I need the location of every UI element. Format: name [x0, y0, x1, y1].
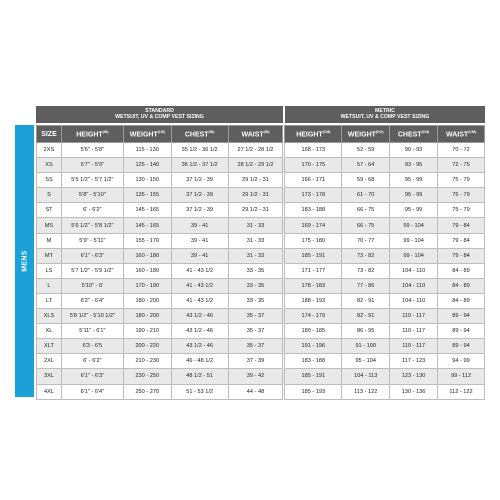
col-height-in: $HEIGHT^{(IN)}$ — [61, 126, 123, 143]
cell-height-in: 5'8 1/2" - 5'10 1/2" — [61, 309, 123, 324]
table-row — [37, 218, 485, 233]
cell-size: XLS — [37, 309, 62, 324]
cell-height-cm: 188 - 193 — [285, 293, 342, 308]
cell-weight-kg: 52 - 59 — [342, 143, 390, 158]
cell-height-cm: 170 - 175 — [285, 158, 342, 173]
col-waist-in: $WAIST^{(IN)}$ — [228, 126, 283, 143]
cell-height-cm: 180 - 185 — [285, 324, 342, 339]
table-row — [37, 158, 485, 173]
cell-waist-in: 29 1/2 - 31 — [228, 173, 283, 188]
cell-waist-cm: 89 - 94 — [438, 339, 485, 354]
cell-height-cm: 178 - 183 — [285, 278, 342, 293]
cell-weight-kg: 77 - 86 — [342, 278, 390, 293]
cell-chest-in: 37 1/2 - 39 — [171, 203, 228, 218]
section-side-bar — [15, 125, 34, 397]
cell-weight-lb: 160 - 180 — [123, 263, 171, 278]
cell-waist-cm: 99 - 112 — [438, 369, 485, 384]
cell-height-cm: 166 - 171 — [285, 173, 342, 188]
col-height-cm: $HEIGHT^{(CM)}$ — [285, 126, 342, 143]
cell-waist-cm: 70 - 72 — [438, 143, 485, 158]
cell-waist-in: 35 - 37 — [228, 324, 283, 339]
cell-waist-in: 28 1/2 - 29 1/2 — [228, 158, 283, 173]
cell-height-cm: 173 - 178 — [285, 188, 342, 203]
table-row — [37, 354, 485, 369]
cell-waist-in: 44 - 48 — [228, 384, 283, 399]
table-row — [37, 384, 485, 399]
cell-weight-kg: 104 - 113 — [342, 369, 390, 384]
cell-waist-in: 29 1/2 - 31 — [228, 188, 283, 203]
cell-height-in: 6'1" - 6'3" — [61, 248, 123, 263]
cell-height-cm: 185 - 191 — [285, 369, 342, 384]
cell-weight-lb: 145 - 165 — [123, 218, 171, 233]
cell-height-in: 5'11" - 6'1" — [61, 324, 123, 339]
table-row — [37, 263, 485, 278]
table-row — [37, 339, 485, 354]
cell-chest-cm: 99 - 104 — [390, 233, 438, 248]
col-chest-in: $CHEST^{(IN)}$ — [171, 126, 228, 143]
cell-height-cm: 183 - 188 — [285, 354, 342, 369]
cell-height-cm: 168 - 173 — [285, 143, 342, 158]
cell-height-cm: 169 - 174 — [285, 218, 342, 233]
cell-size: S — [37, 188, 62, 203]
table-body — [37, 143, 485, 400]
cell-height-in: 5'7" - 5'9" — [61, 158, 123, 173]
cell-waist-in: 31 - 33 — [228, 233, 283, 248]
cell-waist-cm: 79 - 84 — [438, 233, 485, 248]
cell-weight-kg: 86 - 95 — [342, 324, 390, 339]
cell-weight-kg: 113 - 122 — [342, 384, 390, 399]
cell-height-in: 6'2" - 6'4" — [61, 293, 123, 308]
cell-weight-lb: 180 - 200 — [123, 309, 171, 324]
cell-chest-in: 37 1/2 - 39 — [171, 188, 228, 203]
table-row — [37, 188, 485, 203]
cell-chest-cm: 110 - 117 — [390, 309, 438, 324]
cell-height-in: 5'7 1/2" - 5'9 1/2" — [61, 263, 123, 278]
cell-height-cm: 185 - 193 — [285, 384, 342, 399]
cell-waist-in: 33 - 35 — [228, 278, 283, 293]
cell-waist-in: 31 - 33 — [228, 248, 283, 263]
cell-waist-in: 33 - 35 — [228, 293, 283, 308]
cell-chest-in: 41 - 43 1/2 — [171, 263, 228, 278]
header-bands — [36, 106, 485, 123]
cell-height-in: 5'6" - 5'8" — [61, 143, 123, 158]
cell-chest-in: 36 1/2 - 37 1/2 — [171, 158, 228, 173]
cell-waist-in: 35 - 37 — [228, 309, 283, 324]
cell-waist-in: 29 1/2 - 31 — [228, 203, 283, 218]
cell-chest-in: 43 1/2 - 46 — [171, 324, 228, 339]
cell-waist-cm: 84 - 89 — [438, 293, 485, 308]
cell-weight-kg: 73 - 82 — [342, 248, 390, 263]
cell-waist-cm: 79 - 84 — [438, 218, 485, 233]
cell-height-cm: 174 - 179 — [285, 309, 342, 324]
table-row — [37, 203, 485, 218]
cell-chest-cm: 110 - 117 — [390, 324, 438, 339]
cell-chest-cm: 95 - 99 — [390, 188, 438, 203]
standard-band-title: STANDARD — [145, 108, 174, 114]
cell-chest-cm: 110 - 117 — [390, 339, 438, 354]
cell-weight-kg: 82 - 91 — [342, 293, 390, 308]
cell-size: 2XS — [37, 143, 62, 158]
cell-chest-cm: 93 - 95 — [390, 158, 438, 173]
cell-chest-cm: 99 - 104 — [390, 248, 438, 263]
cell-chest-in: 35 1/2 - 36 1/2 — [171, 143, 228, 158]
cell-weight-lb: 155 - 170 — [123, 233, 171, 248]
cell-chest-cm: 95 - 99 — [390, 203, 438, 218]
cell-waist-in: 33 - 35 — [228, 263, 283, 278]
cell-weight-kg: 95 - 104 — [342, 354, 390, 369]
cell-weight-kg: 66 - 75 — [342, 218, 390, 233]
cell-height-in: 6'1" - 6'3" — [61, 369, 123, 384]
cell-weight-lb: 230 - 250 — [123, 369, 171, 384]
cell-weight-lb: 180 - 200 — [123, 293, 171, 308]
col-size: SIZE — [37, 126, 62, 143]
cell-chest-in: 39 - 41 — [171, 233, 228, 248]
col-weight-lb: $WEIGHT^{(LB)}$ — [123, 126, 171, 143]
cell-size: L — [37, 278, 62, 293]
table-row — [37, 324, 485, 339]
cell-chest-in: 41 - 43 1/2 — [171, 293, 228, 308]
cell-size: M — [37, 233, 62, 248]
cell-weight-lb: 130 - 150 — [123, 173, 171, 188]
cell-size: 2XL — [37, 354, 62, 369]
cell-size: 4XL — [37, 384, 62, 399]
cell-weight-lb: 145 - 165 — [123, 203, 171, 218]
cell-weight-kg: 66 - 75 — [342, 203, 390, 218]
cell-height-in: 5'10" - 6' — [61, 278, 123, 293]
cell-waist-cm: 89 - 94 — [438, 309, 485, 324]
cell-size: MT — [37, 248, 62, 263]
cell-weight-lb: 160 - 180 — [123, 248, 171, 263]
cell-size: LT — [37, 293, 62, 308]
cell-weight-kg: 82 - 91 — [342, 309, 390, 324]
cell-height-cm: 191 - 196 — [285, 339, 342, 354]
cell-weight-lb: 135 - 155 — [123, 188, 171, 203]
cell-weight-lb: 115 - 130 — [123, 143, 171, 158]
cell-waist-in: 27 1/2 - 28 1/2 — [228, 143, 283, 158]
cell-waist-cm: 112 - 122 — [438, 384, 485, 399]
size-table — [36, 125, 485, 400]
cell-size: SS — [37, 173, 62, 188]
cell-waist-cm: 94 - 99 — [438, 354, 485, 369]
cell-chest-cm: 104 - 110 — [390, 278, 438, 293]
cell-weight-kg: 57 - 64 — [342, 158, 390, 173]
cell-height-in: 6'1" - 6'4" — [61, 384, 123, 399]
cell-chest-cm: 104 - 110 — [390, 263, 438, 278]
cell-chest-cm: 130 - 136 — [390, 384, 438, 399]
cell-weight-kg: 70 - 77 — [342, 233, 390, 248]
cell-waist-in: 31 - 33 — [228, 218, 283, 233]
cell-chest-cm: 99 - 104 — [390, 218, 438, 233]
cell-waist-cm: 79 - 84 — [438, 248, 485, 263]
cell-weight-lb: 210 - 230 — [123, 354, 171, 369]
cell-height-cm: 175 - 180 — [285, 233, 342, 248]
cell-chest-in: 43 1/2 - 46 — [171, 309, 228, 324]
cell-size: ST — [37, 203, 62, 218]
cell-waist-in: 37 - 39 — [228, 354, 283, 369]
cell-waist-cm: 75 - 79 — [438, 188, 485, 203]
col-waist-cm: $WAIST^{(CM)}$ — [438, 126, 485, 143]
cell-height-in: 6' - 6'2" — [61, 354, 123, 369]
cell-chest-cm: 123 - 130 — [390, 369, 438, 384]
cell-chest-cm: 95 - 99 — [390, 173, 438, 188]
cell-chest-in: 37 1/2 - 39 — [171, 173, 228, 188]
metric-band-subtitle: WETSUIT, UV & COMP VEST SIZING — [340, 114, 430, 120]
cell-height-in: 6'3 - 6'5 — [61, 339, 123, 354]
cell-height-cm: 183 - 188 — [285, 203, 342, 218]
cell-height-cm: 185 - 191 — [285, 248, 342, 263]
cell-weight-lb: 250 - 270 — [123, 384, 171, 399]
cell-weight-lb: 125 - 140 — [123, 158, 171, 173]
cell-chest-in: 46 - 48 1/2 — [171, 354, 228, 369]
cell-size: 3XL — [37, 369, 62, 384]
cell-chest-in: 41 - 43 1/2 — [171, 278, 228, 293]
cell-size: MS — [37, 218, 62, 233]
table-row — [37, 233, 485, 248]
table-row — [37, 173, 485, 188]
standard-band-subtitle: WETSUIT, UV & COMP VEST SIZING — [115, 114, 204, 120]
cell-waist-cm: 84 - 89 — [438, 278, 485, 293]
cell-chest-in: 39 - 41 — [171, 218, 228, 233]
cell-height-in: 6' - 6'2" — [61, 203, 123, 218]
cell-size: LS — [37, 263, 62, 278]
cell-chest-cm: 90 - 93 — [390, 143, 438, 158]
cell-waist-cm: 89 - 94 — [438, 324, 485, 339]
cell-weight-lb: 190 - 210 — [123, 324, 171, 339]
table-row — [37, 369, 485, 384]
table-row — [37, 293, 485, 308]
cell-size: XLT — [37, 339, 62, 354]
cell-chest-cm: 104 - 110 — [390, 293, 438, 308]
standard-band — [36, 106, 283, 123]
cell-chest-in: 43 1/2 - 46 — [171, 339, 228, 354]
cell-waist-in: 35 - 37 — [228, 339, 283, 354]
col-chest-cm: $CHEST^{(CM)}$ — [390, 126, 438, 143]
cell-weight-kg: 73 - 82 — [342, 263, 390, 278]
cell-waist-cm: 84 - 89 — [438, 263, 485, 278]
cell-waist-cm: 75 - 79 — [438, 203, 485, 218]
column-header-row — [37, 126, 485, 143]
col-weight-kg: $WEIGHT^{(KG)}$ — [342, 126, 390, 143]
cell-chest-in: 48 1/2 - 51 — [171, 369, 228, 384]
cell-weight-lb: 200 - 220 — [123, 339, 171, 354]
cell-weight-lb: 170 - 190 — [123, 278, 171, 293]
cell-waist-cm: 72 - 75 — [438, 158, 485, 173]
section-label: MENS — [21, 250, 28, 272]
table-row — [37, 248, 485, 263]
cell-chest-in: 39 - 41 — [171, 248, 228, 263]
cell-chest-in: 51 - 53 1/2 — [171, 384, 228, 399]
metric-band-title: METRIC — [375, 108, 395, 114]
table-row — [37, 143, 485, 158]
cell-waist-in: 39 - 42 — [228, 369, 283, 384]
metric-band — [285, 106, 485, 123]
cell-height-in: 5'9" - 5'11" — [61, 233, 123, 248]
cell-weight-kg: 61 - 70 — [342, 188, 390, 203]
cell-size: XL — [37, 324, 62, 339]
cell-height-cm: 171 - 177 — [285, 263, 342, 278]
cell-height-in: 5'8" - 5'10" — [61, 188, 123, 203]
cell-chest-cm: 117 - 123 — [390, 354, 438, 369]
cell-height-in: 5'5 1/2" - 5'7 1/2" — [61, 173, 123, 188]
cell-waist-cm: 75 - 79 — [438, 173, 485, 188]
cell-size: XS — [37, 158, 62, 173]
table-row — [37, 278, 485, 293]
cell-weight-kg: 59 - 68 — [342, 173, 390, 188]
cell-height-in: 5'6 1/2" - 5'8 1/2" — [61, 218, 123, 233]
table-row — [37, 309, 485, 324]
cell-weight-kg: 91 - 100 — [342, 339, 390, 354]
